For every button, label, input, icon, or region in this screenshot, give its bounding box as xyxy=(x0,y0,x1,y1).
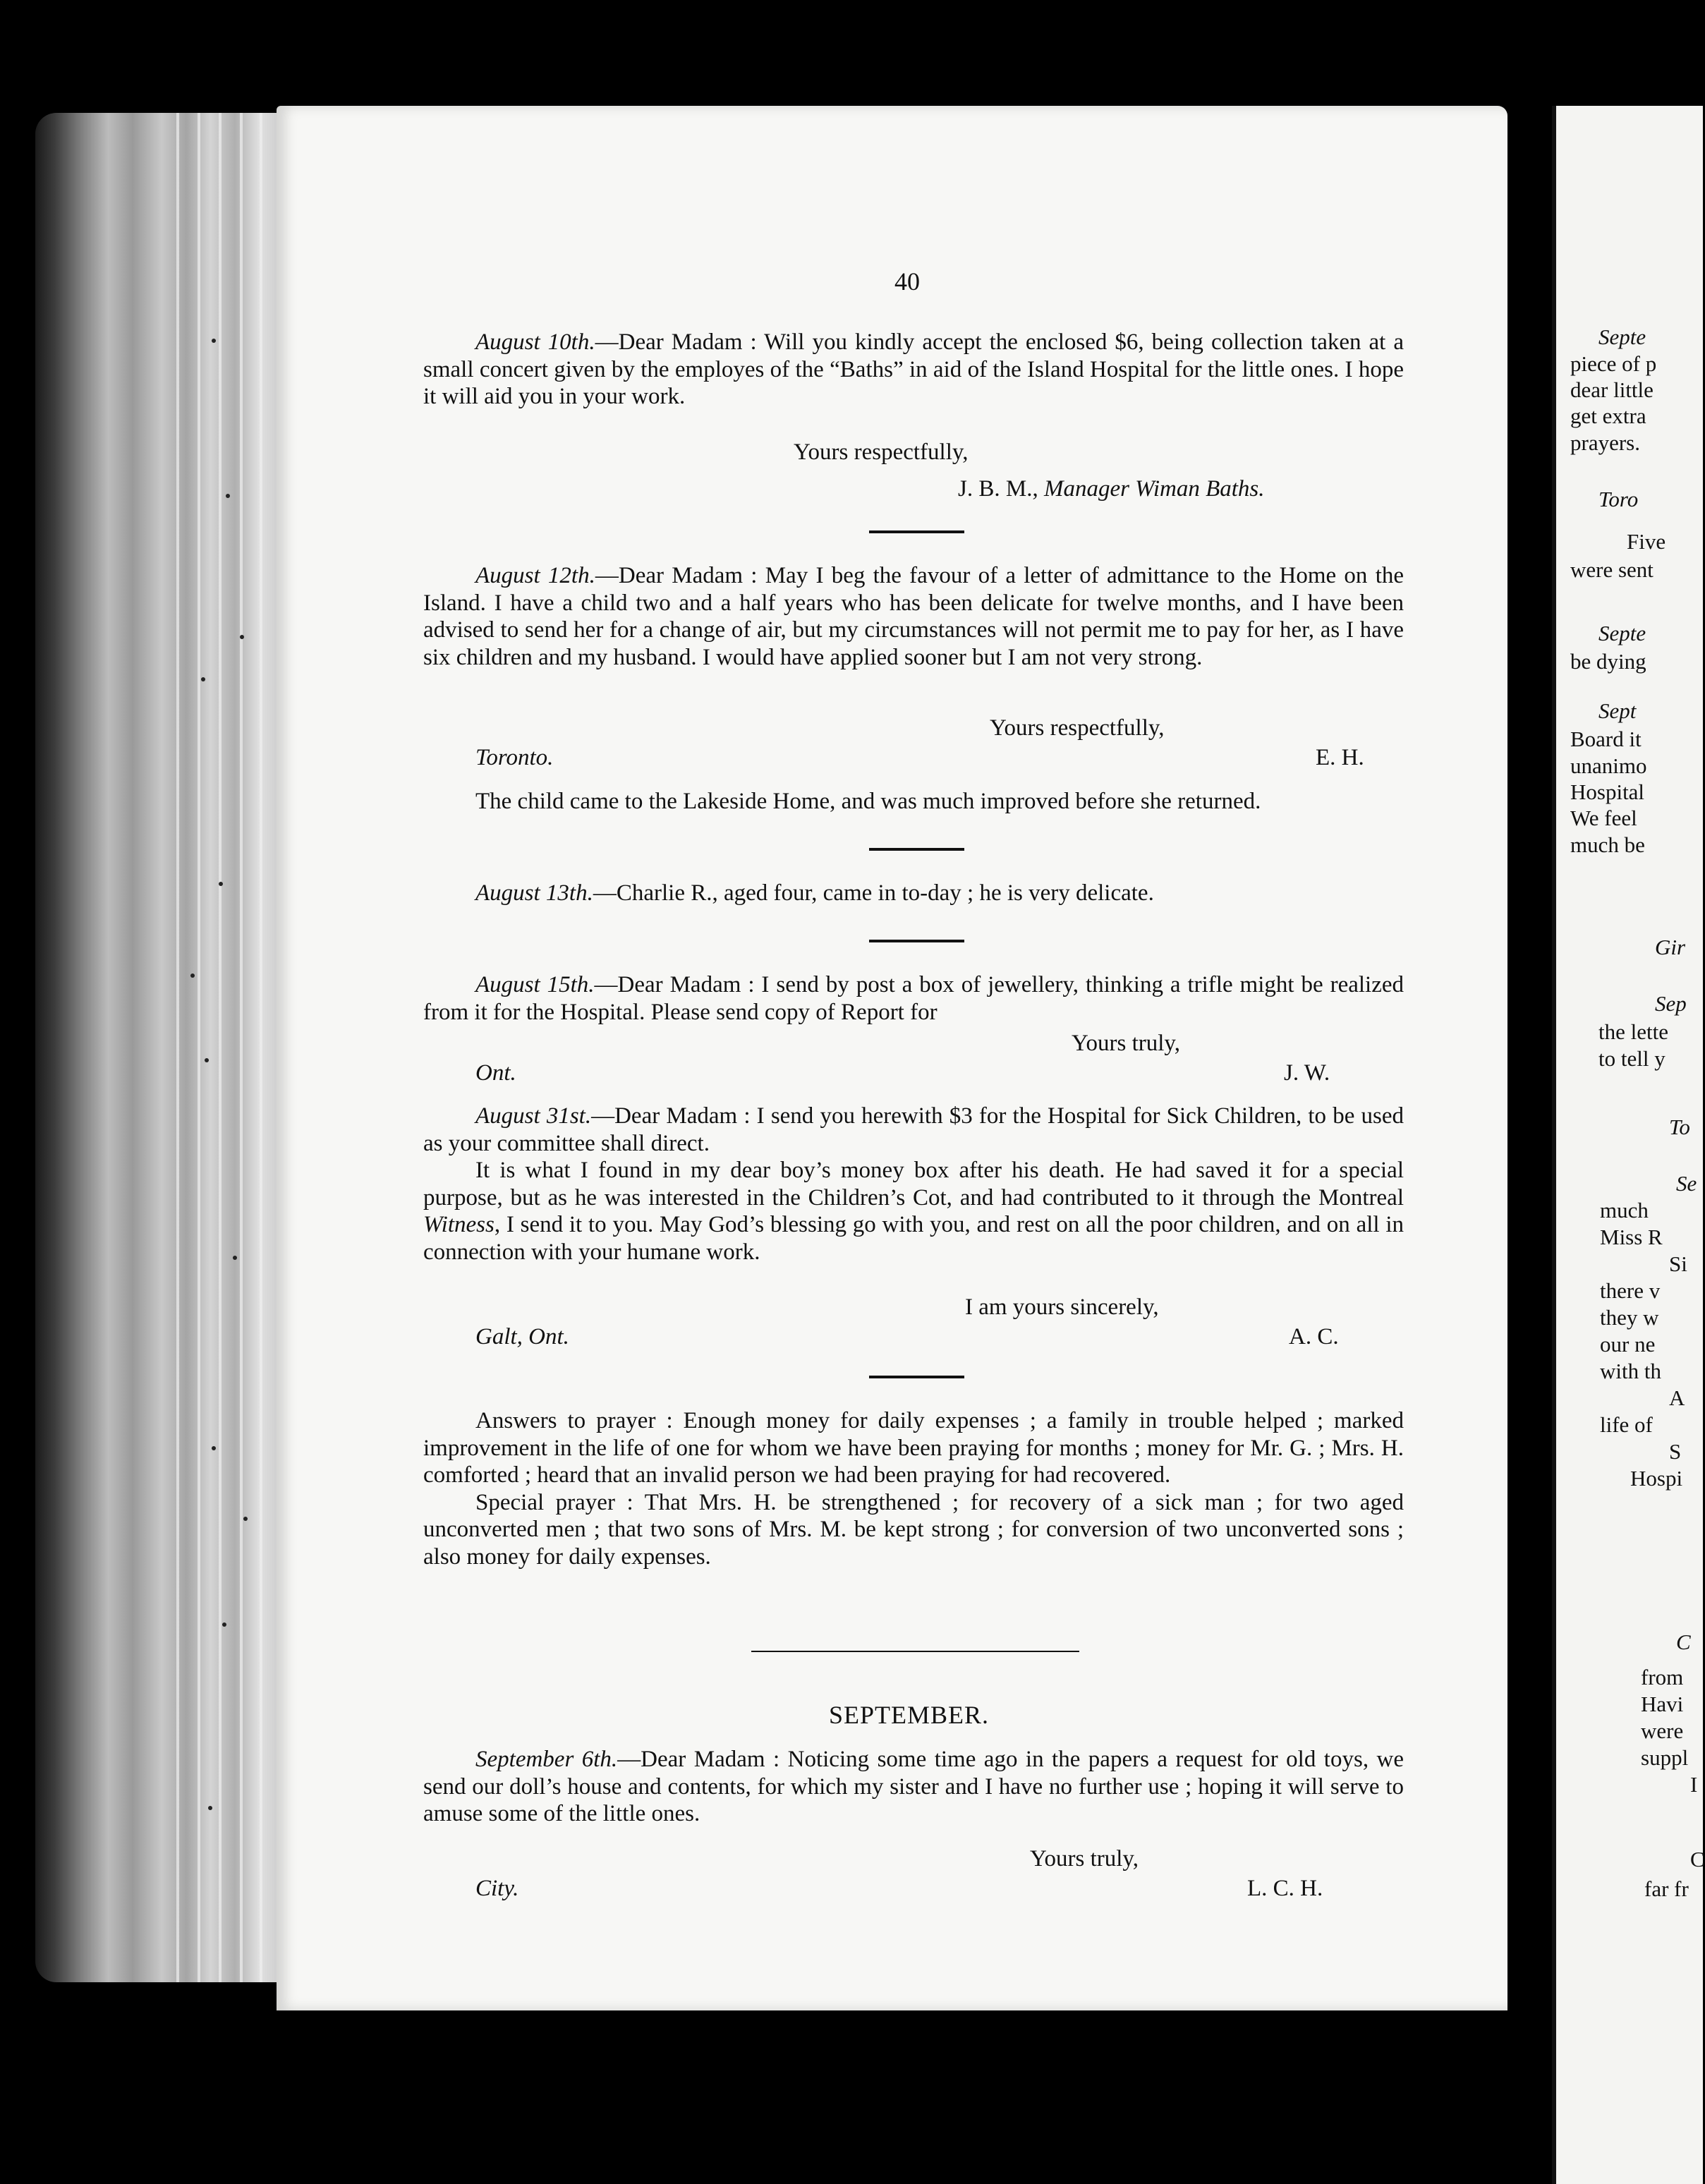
letter-august-12 xyxy=(423,562,1404,671)
letter-place: Galt, Ont. xyxy=(475,1324,569,1349)
letter-body: —Dear Madam : Will you kindly accept the enclosed $6, being collection taken at a small concert given by the employes of the “Baths” in aid of the Island Hospital for the little ones. I hope it will aid you in your work. xyxy=(423,329,1404,409)
letter-closing: I am yours sincerely, xyxy=(965,1294,1159,1320)
letter-closing: Yours truly, xyxy=(1030,1846,1139,1871)
letter-signature: L. C. H. xyxy=(1247,1876,1323,1901)
entry-date: August 13th. xyxy=(475,880,593,906)
letter-signature: J. B. M., Manager Wiman Baths. xyxy=(958,476,1265,502)
letter-body: —Dear Madam : May I beg the favour of a letter of admittance to the Home on the Island. I have a child two and a half years who has been delicate for twelve months, and I have been advised to send her for a change of air, but my circumstances will not permit me to pay for her, as I have six children and my husband. I would have applied sooner but I am not very strong. xyxy=(423,563,1404,670)
letter-closing: Yours truly, xyxy=(1072,1031,1181,1056)
letter-august-31: August 31st.—Dear Madam : I send you herewith $3 for the Hospital for Sick Children, to be used as your committee shall direct. It is what I found in my dear boy’s money box after his death. He had saved it for a special purpose, but as he was interested in the Children’s Cot, and had contributed to it through the Montreal Witness, I send it to you. May God’s blessing go with you, and rest on all the poor children, and on all in connection with your humane work. xyxy=(423,1103,1404,1265)
book-binding-edge xyxy=(35,113,279,1982)
letter-date: August 31st. xyxy=(475,1103,592,1129)
facing-page: Septe piece of p dear little get extra prayers. Toro Five were sent Septe be dying Sept Board it unanimo Hospital We feel much be Gir Sep the lette to tell y To Se much Miss R Si there v they w our ne with th A life of S Hospi C from Havi were suppl I C far fr xyxy=(1552,106,1703,2184)
letter-august-10 xyxy=(423,329,1404,411)
section-divider xyxy=(869,848,964,851)
letter-body: —Dear Madam : Noticing some time ago in the papers a request for old toys, we send our doll’s house and contents, for which my sister and I have no further use ; hoping it will serve to amuse some of the little ones. xyxy=(423,1747,1404,1826)
letter-date: September 6th. xyxy=(475,1747,618,1772)
letter-date: August 10th. xyxy=(475,329,595,355)
letter-signature: A. C. xyxy=(1289,1324,1339,1349)
section-heading: SEPTEMBER. xyxy=(829,1701,990,1729)
letter-closing: Yours respectfully, xyxy=(990,715,1165,741)
special-prayer: Special prayer : That Mrs. H. be strengthened ; for recovery of a sick man ; for two aged unconverted men ; that two sons of Mrs. M. be kept strong ; for conversion of two unconverted sons ; also money for daily expenses. xyxy=(423,1489,1404,1570)
letter-september-6 xyxy=(423,1746,1404,1828)
entry-august-13 xyxy=(423,880,1404,907)
letter-date: August 12th. xyxy=(475,563,595,588)
answers-to-prayer: Answers to prayer : Enough money for daily expenses ; a family in trouble helped ; marked improvement in the life of one for whom we have been praying for months ; money for Mr. G. ; Mrs. H. comforted ; heard that an invalid person we had been praying for had recovered. xyxy=(423,1408,1404,1488)
letter-date: August 15th. xyxy=(475,972,595,997)
letter-body: —Dear Madam : I send you herewith $3 for the Hospital for Sick Children, to be used as your committee shall direct. xyxy=(423,1103,1404,1156)
section-divider xyxy=(869,940,964,942)
page-number: 40 xyxy=(894,267,920,296)
entry-body: —Charlie R., aged four, came in to-day ; he is very delicate. xyxy=(593,880,1154,906)
letter-place: City. xyxy=(475,1876,519,1901)
letter-signature: E. H. xyxy=(1316,745,1364,770)
letter-closing: Yours respectfully, xyxy=(794,439,969,465)
letter-note: The child came to the Lakeside Home, and was much improved before she returned. xyxy=(475,789,1261,814)
long-divider xyxy=(751,1651,1079,1652)
letter-body: —Dear Madam : I send by post a box of jewellery, thinking a trifle might be realized from it for the Hospital. Please send copy of Report for xyxy=(423,972,1404,1025)
prayer-section xyxy=(423,1407,1404,1570)
letter-signature: J. W. xyxy=(1284,1060,1330,1086)
letter-august-15 xyxy=(423,971,1404,1026)
section-divider xyxy=(869,530,964,533)
letter-place: Ont. xyxy=(475,1060,516,1086)
section-divider xyxy=(869,1376,964,1378)
letter-place: Toronto. xyxy=(475,745,554,770)
